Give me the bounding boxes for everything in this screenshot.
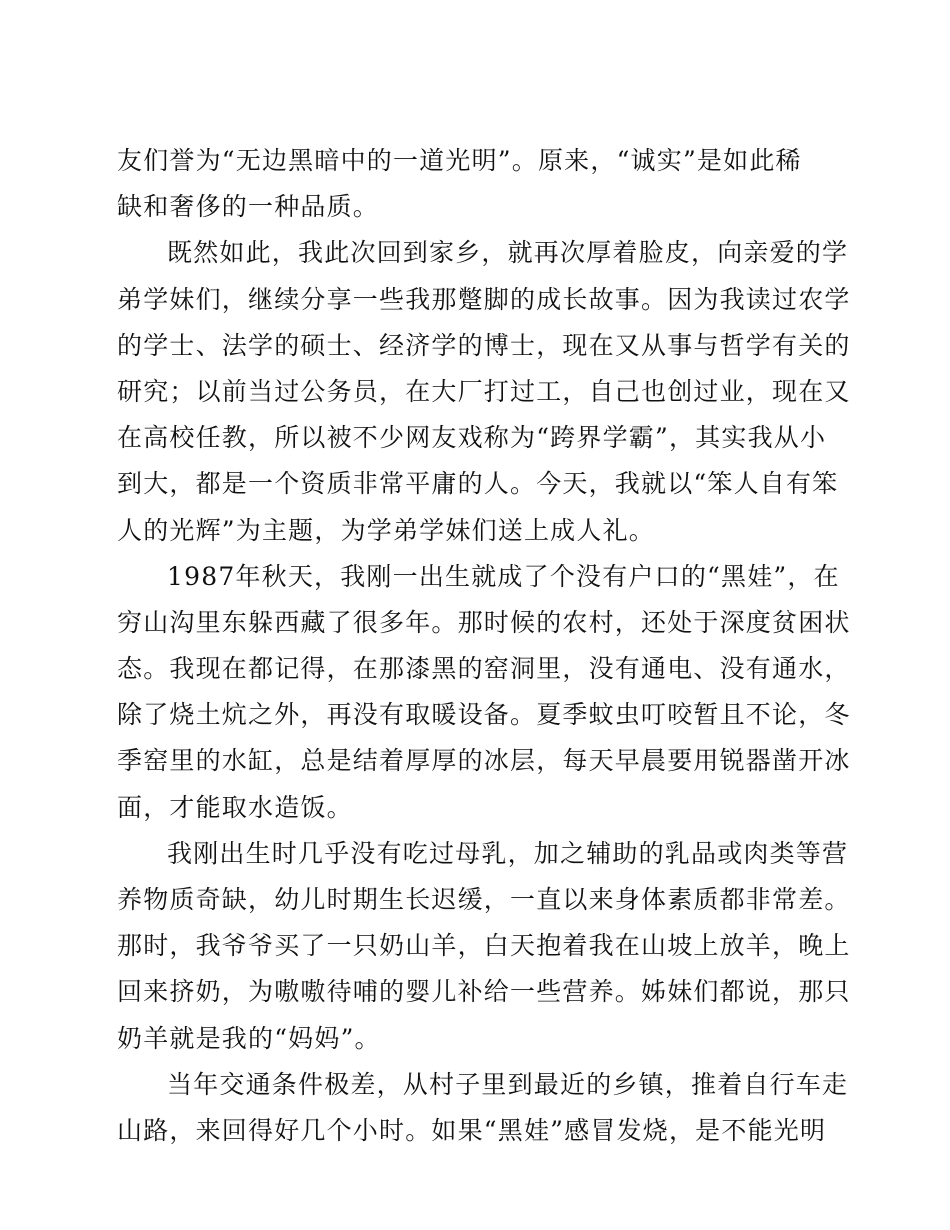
text-line: 缺和奢侈的一种品质。: [117, 192, 380, 222]
text-line: 的学士、法学的硕士、经济学的博士，现在又从事与哲学有关的: [117, 330, 851, 360]
paragraph-first-line: 既然如此，我此次回到家乡，就再次厚着脸皮，向亲爱的学: [167, 238, 849, 268]
text-line: 弟学妹们，继续分享一些我那蹩脚的成长故事。因为我读过农学: [117, 284, 851, 314]
text-line: 奶羊就是我的“妈妈”。: [117, 1023, 381, 1053]
text-line: 研究；以前当过公务员，在大厂打过工，自己也创过业，现在又: [117, 376, 851, 406]
paragraph-first-line: 当年交通条件极差，从村子里到最近的乡镇，推着自行车走: [167, 1069, 849, 1099]
text-line: 人的光辉”为主题，为学弟学妹们送上成人礼。: [117, 515, 655, 545]
text-line: 山路，来回得好几个小时。如果“黑娃”感冒发烧，是不能光明: [117, 1115, 827, 1145]
text-line: 那时，我爷爷买了一只奶山羊，白天抱着我在山坡上放羊，晚上: [117, 931, 851, 961]
text-line: 除了烧土炕之外，再没有取暖设备。夏季蚊虫叮咬暂且不论，冬: [117, 700, 851, 730]
paragraph-first-line: 1987年秋天，我刚一出生就成了个没有户口的“黑娃”，在: [167, 561, 840, 591]
text-line: 到大，都是一个资质非常平庸的人。今天，我就以“笨人自有笨: [117, 469, 839, 499]
text-line: 态。我现在都记得，在那漆黑的窑洞里，没有通电、没有通水，: [117, 654, 851, 684]
text-line: 面，才能取水造饭。: [117, 792, 353, 822]
text-line: 季窑里的水缸，总是结着厚厚的冰层，每天早晨要用锐器凿开冰: [117, 746, 851, 776]
paragraph-first-line: 我刚出生时几乎没有吃过母乳，加之辅助的乳品或肉类等营: [167, 838, 849, 868]
text-line: 养物质奇缺，幼儿时期生长迟缓，一直以来身体素质都非常差。: [117, 885, 851, 914]
text-line: 友们誉为“无边黑暗中的一道光明”。原来，“诚实”是如此稀: [117, 146, 802, 175]
text-line: 穷山沟里东躲西藏了很多年。那时候的农村，还处于深度贫困状: [117, 607, 851, 637]
text-line: 在高校任教，所以被不少网友戏称为“跨界学霸”，其实我从小: [117, 423, 827, 453]
body-text: [117, 138, 851, 1154]
text-line: 回来挤奶，为嗷嗷待哺的婴儿补给一些营养。姊妹们都说，那只: [117, 977, 851, 1007]
